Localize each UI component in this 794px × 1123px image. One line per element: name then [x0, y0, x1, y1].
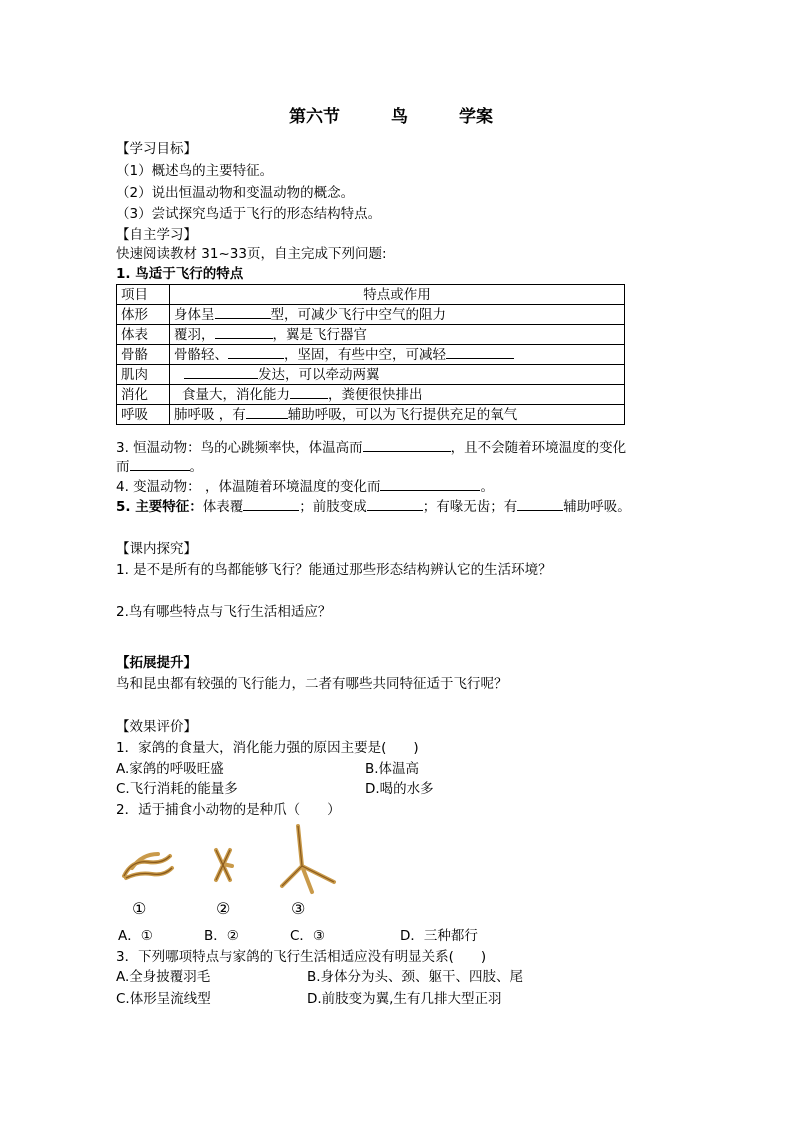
claw-label-2: ② — [216, 899, 231, 918]
table-row — [117, 405, 625, 425]
eval-q2-option-c[interactable]: C．③ — [290, 928, 326, 944]
table-cell-item: 体表 — [117, 325, 170, 345]
question-4: 4. 变温动物： ，体温随着环境温度的变化而 。 — [116, 479, 494, 495]
page-title: 第六节 鸟 学案 — [289, 107, 493, 127]
goals-header: 【学习目标】 — [116, 141, 197, 157]
claw-2-icon — [208, 846, 238, 886]
table-cell-feature: 食量大，消化能力 ，粪便很快排出 — [170, 385, 625, 405]
table-cell-feature: 骨骼轻、 ，坚固，有些中空，可减轻 — [170, 345, 625, 365]
answer-blank[interactable] — [243, 498, 299, 511]
table-cell-item: 消化 — [117, 385, 170, 405]
eval-q3-option-b[interactable]: B.身体分为头、颈、躯干、四肢、尾 — [307, 969, 524, 985]
table-cell-feature: 覆羽， ，翼是飞行器官 — [170, 325, 625, 345]
goal-2: （2）说出恒温动物和变温动物的概念。 — [116, 185, 355, 201]
claw-1-icon — [118, 846, 176, 886]
table-cell-item: 呼吸 — [117, 405, 170, 425]
table-header-item: 项目 — [117, 285, 170, 305]
claw-label-1: ① — [132, 899, 147, 918]
extend-question: 鸟和昆虫都有较强的飞行能力，二者有哪些共同特征适于飞行呢？ — [116, 676, 508, 692]
eval-q3-option-d[interactable]: D.前肢变为翼,生有几排大型正羽 — [307, 991, 502, 1007]
table-cell-item: 骨骼 — [117, 345, 170, 365]
table-cell-item: 肌肉 — [117, 365, 170, 385]
table-cell-item: 体形 — [117, 305, 170, 325]
eval-q3-option-a[interactable]: A.全身披覆羽毛 — [116, 969, 211, 985]
table-row — [117, 345, 625, 365]
eval-question-1: 1．家鸽的食量大，消化能力强的原因主要是( ) — [116, 740, 419, 756]
table-header-feature: 特点或作用 — [170, 285, 625, 305]
eval-header: 【效果评价】 — [116, 719, 197, 735]
answer-blank[interactable] — [246, 406, 288, 419]
answer-blank[interactable] — [228, 346, 284, 359]
goal-3: （3）尝试探究鸟适于飞行的形态结构特点。 — [116, 206, 382, 222]
claw-3-icon — [276, 822, 338, 896]
table-row — [117, 365, 625, 385]
eval-q1-option-c[interactable]: C.飞行消耗的能量多 — [116, 781, 238, 797]
eval-q1-option-a[interactable]: A.家鸽的呼吸旺盛 — [116, 761, 224, 777]
table-row — [117, 325, 625, 345]
eval-q1-option-b[interactable]: B.体温高 — [365, 761, 420, 777]
answer-blank[interactable] — [380, 478, 480, 491]
answer-blank[interactable] — [367, 498, 423, 511]
answer-blank[interactable] — [363, 439, 451, 452]
answer-blank[interactable] — [290, 386, 328, 399]
question-3: 3. 恒温动物：鸟的心跳频率快，体温高而 ，且不会随着环境温度的变化 — [116, 440, 627, 456]
answer-blank[interactable] — [184, 366, 258, 379]
answer-blank[interactable] — [130, 458, 190, 471]
answer-blank[interactable] — [215, 306, 271, 319]
explore-question-2: 2.鸟有哪些特点与飞行生活相适应？ — [116, 604, 332, 620]
table-cell-feature: 发达，可以牵动两翼 — [170, 365, 625, 385]
answer-blank[interactable] — [215, 326, 273, 339]
eval-question-3: 3．下列哪项特点与家鸽的飞行生活相适应没有明显关系( ) — [116, 949, 487, 965]
explore-question-1: 1. 是不是所有的鸟都能够飞行？能通过那些形态结构辨认它的生活环境？ — [116, 562, 552, 578]
eval-q2-option-a[interactable]: A．① — [118, 928, 153, 944]
claw-label-3: ③ — [291, 899, 306, 918]
goal-1: （1）概述鸟的主要特征。 — [116, 163, 274, 179]
table-row — [117, 305, 625, 325]
table-row — [117, 385, 625, 405]
features-table — [116, 284, 625, 425]
eval-q2-option-b[interactable]: B．② — [204, 928, 239, 944]
table-cell-feature: 身体呈 型，可减少飞行中空气的阻力 — [170, 305, 625, 325]
self-study-header: 【自主学习】 — [116, 227, 197, 243]
eval-q3-option-c[interactable]: C.体形呈流线型 — [116, 991, 211, 1007]
self-study-intro: 快速阅读教材 31~33页，自主完成下列问题: — [116, 246, 387, 262]
eval-q1-option-d[interactable]: D.喝的水多 — [365, 781, 434, 797]
answer-blank[interactable] — [446, 346, 514, 359]
answer-blank[interactable] — [517, 498, 563, 511]
table-cell-feature: 肺呼吸 ，有 辅助呼吸，可以为飞行提供充足的氧气 — [170, 405, 625, 425]
question-5: 5. 主要特征：体表覆 ；前肢变成 ；有喙无齿；有 辅助呼吸。 — [116, 499, 631, 515]
extend-header: 【拓展提升】 — [116, 655, 197, 671]
explore-header: 【课内探究】 — [116, 541, 197, 557]
eval-question-2: 2．适于捕食小动物的是种爪（ ） — [116, 802, 341, 818]
table-header-row — [117, 285, 625, 305]
question-1-title: 1. 鸟适于飞行的特点 — [116, 266, 244, 282]
question-3-cont: 而 。 — [116, 459, 203, 475]
eval-q2-option-d[interactable]: D．三种都行 — [400, 928, 478, 944]
